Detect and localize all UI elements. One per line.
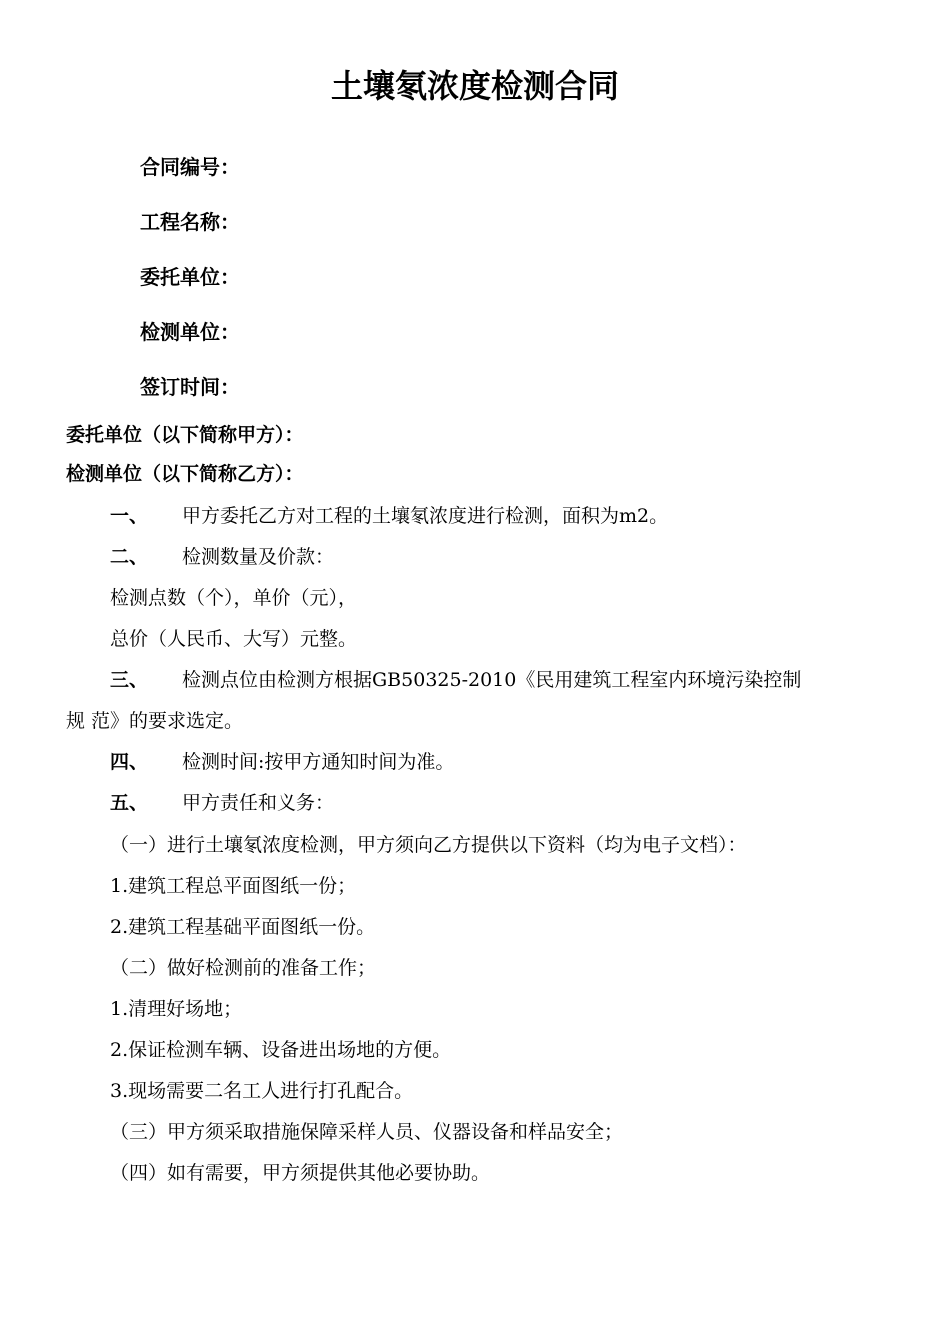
section-number: 三、 [110,669,149,691]
document-title: 土壤氡浓度检测合同 [330,67,619,105]
list-item: 1.建筑工程总平面图纸一份； [110,875,357,897]
section-text: 甲方委托乙方对工程的土壤氡浓度进行检测，面积为m2。 [182,505,669,527]
list-item: 3.现场需要二名工人进行打孔配合。 [110,1080,414,1102]
list-item: 2.保证检测车辆、设备进出场地的方便。 [110,1039,452,1061]
list-item: （四）如有需要，甲方须提供其他必要协助。 [110,1162,491,1184]
field-sign-date: 签订时间： [140,375,240,399]
list-item: （一）进行土壤氡浓度检测，甲方须向乙方提供以下资料（均为电子文档）： [110,834,747,856]
list-item: （三）甲方须采取措施保障采样人员、仪器设备和样品安全； [110,1121,624,1143]
price-line-1: 检测点数（个），单价（元）， [110,587,358,609]
price-line-2: 总价（人民币、大写）元整。 [110,628,358,650]
section-number: 四、 [110,751,149,773]
field-contract-number: 合同编号： [140,155,240,179]
list-item: 2.建筑工程基础平面图纸一份。 [110,916,376,938]
section-text: 检测点位由检测方根据GB50325-2010《民用建筑工程室内环境污染控制 [182,669,802,691]
section-text: 甲方责任和义务： [182,792,335,814]
party-a: 委托单位（以下简称甲方）： [66,424,304,446]
section-text-continued: 规 范》的要求选定。 [66,710,244,732]
section-number: 一、 [110,505,149,527]
field-testing-unit: 检测单位： [140,320,240,344]
section-number: 五、 [110,792,149,814]
section-number: 二、 [110,546,149,568]
list-item: 1.清理好场地； [110,998,243,1020]
field-client: 委托单位： [140,265,240,289]
list-item: （二）做好检测前的准备工作； [110,957,377,979]
section-text: 检测时间:按甲方通知时间为准。 [182,751,455,773]
section-text: 检测数量及价款： [182,546,335,568]
field-project-name: 工程名称： [140,210,240,234]
party-b: 检测单位（以下简称乙方）： [66,463,304,485]
